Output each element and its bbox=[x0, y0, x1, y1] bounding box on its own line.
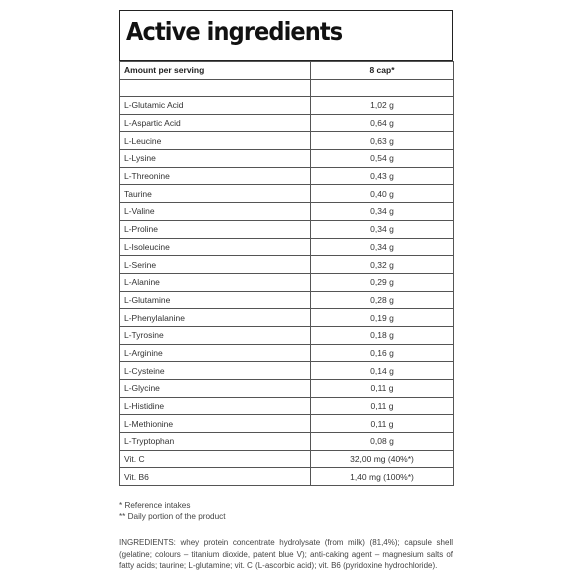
table-row bbox=[120, 362, 454, 380]
ingredient-amount: 0,11 g bbox=[311, 397, 454, 415]
ingredient-amount: 0,28 g bbox=[311, 291, 454, 309]
ingredients-table bbox=[119, 61, 454, 486]
header-label: Amount per serving bbox=[120, 62, 311, 80]
ingredient-amount: 32,00 mg (40%*) bbox=[311, 450, 454, 468]
ingredient-name: L-Tyrosine bbox=[120, 326, 311, 344]
ingredients-text: INGREDIENTS: whey protein concentrate hydrolysate (from milk) (81,4%); capsule shell (gelatine; colours – titanium dioxide, patent blue V); anti-caking agent – magnesium salts of fatty acids; taurine; L-glutamine; vit. C (L-ascorbic acid); vit. B6 (pyridoxine hydrochloride). bbox=[119, 538, 453, 570]
ingredient-amount: 0,43 g bbox=[311, 167, 454, 185]
ingredient-name: L-Tryptophan bbox=[120, 433, 311, 451]
ingredient-amount: 0,34 g bbox=[311, 238, 454, 256]
table-row bbox=[120, 326, 454, 344]
ingredient-name: L-Serine bbox=[120, 256, 311, 274]
ingredient-name: L-Phenylalanine bbox=[120, 309, 311, 327]
ingredient-name: L-Glycine bbox=[120, 380, 311, 398]
ingredient-amount: 0,14 g bbox=[311, 362, 454, 380]
ingredient-name: L-Arginine bbox=[120, 344, 311, 362]
ingredient-amount: 0,54 g bbox=[311, 150, 454, 168]
ingredient-name: L-Cysteine bbox=[120, 362, 311, 380]
ingredient-name: L-Threonine bbox=[120, 167, 311, 185]
nutrition-panel bbox=[119, 10, 453, 486]
table-row bbox=[120, 203, 454, 221]
ingredient-name: Vit. C bbox=[120, 450, 311, 468]
header-value: 8 cap* bbox=[311, 62, 454, 80]
footnote-reference: * Reference intakes bbox=[119, 501, 191, 510]
table-row bbox=[120, 415, 454, 433]
table-row bbox=[120, 291, 454, 309]
ingredient-amount: 0,08 g bbox=[311, 433, 454, 451]
ingredient-name: Taurine bbox=[120, 185, 311, 203]
ingredient-name: L-Leucine bbox=[120, 132, 311, 150]
ingredient-name: L-Isoleucine bbox=[120, 238, 311, 256]
ingredient-amount: 0,18 g bbox=[311, 326, 454, 344]
ingredient-amount: 0,34 g bbox=[311, 203, 454, 221]
table-row bbox=[120, 344, 454, 362]
table-row bbox=[120, 309, 454, 327]
ingredient-name: L-Valine bbox=[120, 203, 311, 221]
ingredient-amount: 0,16 g bbox=[311, 344, 454, 362]
ingredient-name: Vit. B6 bbox=[120, 468, 311, 486]
title-box bbox=[119, 10, 453, 61]
ingredient-name: L-Glutamic Acid bbox=[120, 97, 311, 115]
table-row bbox=[120, 132, 454, 150]
table-row bbox=[120, 150, 454, 168]
footnote-daily: ** Daily portion of the product bbox=[119, 512, 226, 521]
table-row bbox=[120, 468, 454, 486]
ingredient-amount: 0,29 g bbox=[311, 273, 454, 291]
ingredient-name: L-Aspartic Acid bbox=[120, 114, 311, 132]
ingredient-amount: 0,11 g bbox=[311, 415, 454, 433]
ingredient-amount: 0,11 g bbox=[311, 380, 454, 398]
table-row bbox=[120, 220, 454, 238]
table-row bbox=[120, 97, 454, 115]
ingredient-name: L-Lysine bbox=[120, 150, 311, 168]
table-row bbox=[120, 238, 454, 256]
spacer-cell bbox=[120, 79, 311, 97]
ingredient-name: L-Histidine bbox=[120, 397, 311, 415]
ingredient-name: L-Alanine bbox=[120, 273, 311, 291]
table-row bbox=[120, 167, 454, 185]
ingredient-amount: 0,40 g bbox=[311, 185, 454, 203]
page-title: Active ingredients bbox=[126, 17, 343, 46]
ingredient-amount: 1,40 mg (100%*) bbox=[311, 468, 454, 486]
ingredient-amount: 0,63 g bbox=[311, 132, 454, 150]
table-spacer-row bbox=[120, 79, 454, 97]
footnotes bbox=[119, 500, 453, 522]
ingredient-amount: 0,64 g bbox=[311, 114, 454, 132]
table-row bbox=[120, 273, 454, 291]
table-row bbox=[120, 397, 454, 415]
table-row bbox=[120, 185, 454, 203]
table-row bbox=[120, 450, 454, 468]
ingredient-amount: 0,34 g bbox=[311, 220, 454, 238]
ingredient-name: L-Glutamine bbox=[120, 291, 311, 309]
table-row bbox=[120, 256, 454, 274]
ingredient-amount: 0,19 g bbox=[311, 309, 454, 327]
table-row bbox=[120, 380, 454, 398]
ingredient-amount: 1,02 g bbox=[311, 97, 454, 115]
spacer-cell bbox=[311, 79, 454, 97]
table-header-row bbox=[120, 62, 454, 80]
table-row bbox=[120, 114, 454, 132]
ingredient-amount: 0,32 g bbox=[311, 256, 454, 274]
ingredient-name: L-Methionine bbox=[120, 415, 311, 433]
ingredient-name: L-Proline bbox=[120, 220, 311, 238]
table-row bbox=[120, 433, 454, 451]
